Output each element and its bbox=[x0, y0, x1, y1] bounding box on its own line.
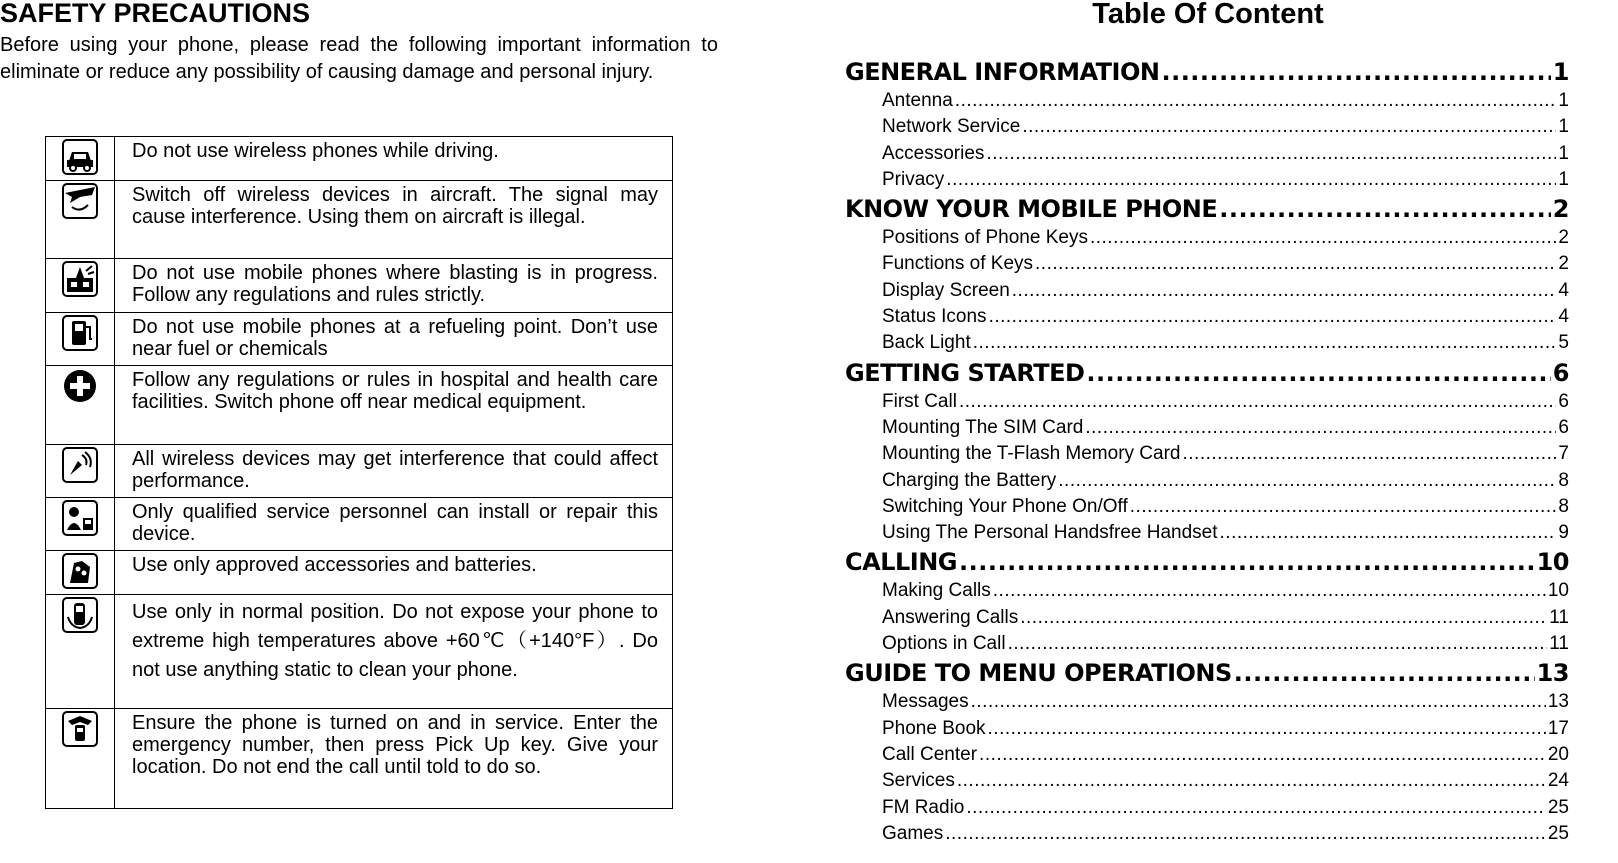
toc-list bbox=[845, 58, 1569, 849]
safety-row bbox=[46, 366, 673, 445]
toc-leader-dots bbox=[979, 744, 1546, 766]
toc-label: Charging the Battery bbox=[882, 469, 1057, 491]
toc-item[interactable] bbox=[845, 332, 1569, 358]
safety-row bbox=[46, 181, 673, 259]
toc-label: CALLING bbox=[845, 548, 957, 577]
toc-label: Privacy bbox=[882, 168, 945, 190]
toc-item[interactable] bbox=[845, 169, 1569, 195]
toc-leader-dots bbox=[1161, 58, 1550, 86]
toc-leader-dots bbox=[988, 718, 1546, 740]
toc-leader-dots bbox=[946, 169, 1556, 191]
toc-label: Mounting the T-Flash Memory Card bbox=[882, 443, 1181, 465]
toc-leader-dots bbox=[1022, 116, 1556, 138]
emergency-call-icon bbox=[62, 711, 98, 747]
toc-label: Phone Book bbox=[882, 717, 986, 739]
toc-item[interactable] bbox=[845, 143, 1569, 169]
toc-label: Positions of Phone Keys bbox=[882, 227, 1088, 249]
toc-page-number: 24 bbox=[1547, 770, 1569, 792]
toc-label: Services bbox=[882, 770, 955, 792]
toc-item[interactable] bbox=[845, 253, 1569, 279]
toc-page-number: 4 bbox=[1558, 279, 1569, 301]
toc-leader-dots bbox=[959, 548, 1535, 576]
fuel-pump-icon bbox=[62, 315, 98, 351]
safety-row bbox=[46, 595, 673, 709]
toc-label: Making Calls bbox=[882, 580, 991, 602]
toc-page-number: 7 bbox=[1558, 443, 1569, 465]
accessories-icon bbox=[62, 553, 98, 589]
toc-leader-dots bbox=[1008, 633, 1548, 655]
toc-leader-dots bbox=[1086, 359, 1550, 387]
toc-leader-dots bbox=[955, 90, 1557, 112]
car-icon bbox=[62, 139, 98, 175]
toc-page-number: 2 bbox=[1558, 227, 1569, 249]
toc-item[interactable] bbox=[845, 633, 1569, 659]
toc-page-number: 1 bbox=[1558, 168, 1569, 190]
toc-item[interactable] bbox=[845, 280, 1569, 306]
toc-label: Messages bbox=[882, 691, 969, 713]
toc-section[interactable] bbox=[845, 195, 1569, 227]
toc-label: GENERAL INFORMATION bbox=[845, 58, 1160, 86]
toc-leader-dots bbox=[1234, 659, 1535, 687]
toc-page-number: 9 bbox=[1558, 522, 1569, 544]
aircraft-icon bbox=[62, 183, 98, 219]
safety-row bbox=[46, 709, 673, 809]
toc-page-number: 2 bbox=[1558, 253, 1569, 275]
toc-item[interactable] bbox=[845, 718, 1569, 744]
blasting-icon bbox=[62, 261, 98, 297]
toc-label: Options in Call bbox=[882, 633, 1006, 655]
toc-section[interactable] bbox=[845, 548, 1569, 580]
toc-label: FM Radio bbox=[882, 796, 965, 818]
toc-label: Switching Your Phone On/Off bbox=[882, 495, 1128, 517]
toc-page-number: 20 bbox=[1547, 743, 1569, 765]
toc-label: GUIDE TO MENU OPERATIONS bbox=[845, 659, 1232, 688]
toc-page-number: 1 bbox=[1558, 142, 1569, 164]
toc-item[interactable] bbox=[845, 797, 1569, 823]
toc-leader-dots bbox=[966, 797, 1546, 819]
toc-page-number: 5 bbox=[1558, 332, 1569, 354]
safety-row-text: Switch off wireless devices in aircraft. The signal may cause interference. Using them on aircraft is illegal. bbox=[115, 181, 673, 259]
toc-label: Antenna bbox=[882, 90, 953, 111]
toc-page-number: 10 bbox=[1547, 580, 1569, 602]
toc-page-number: 8 bbox=[1558, 469, 1569, 491]
toc-leader-dots bbox=[989, 306, 1557, 328]
toc-section[interactable] bbox=[845, 359, 1569, 391]
toc-item[interactable] bbox=[845, 306, 1569, 332]
safety-row-text: Do not use wireless phones while driving. bbox=[115, 137, 673, 181]
normal-position-icon bbox=[62, 597, 98, 633]
toc-page-number: 6 bbox=[1558, 390, 1569, 412]
toc-item[interactable] bbox=[845, 770, 1569, 796]
toc-label: Answering Calls bbox=[882, 606, 1019, 628]
toc-label: Using The Personal Handsfree Handset bbox=[882, 522, 1218, 544]
toc-page-number: 6 bbox=[1558, 416, 1569, 438]
toc-page-number: 13 bbox=[1547, 691, 1569, 713]
safety-row-text: Use only approved accessories and batteries. bbox=[115, 551, 673, 595]
toc-label: KNOW YOUR MOBILE PHONE bbox=[845, 195, 1218, 224]
toc-item[interactable] bbox=[845, 227, 1569, 253]
toc-label: Call Center bbox=[882, 743, 978, 765]
toc-item[interactable] bbox=[845, 744, 1569, 770]
toc-item[interactable] bbox=[845, 522, 1569, 548]
toc-leader-dots bbox=[1058, 470, 1556, 492]
toc-item[interactable] bbox=[845, 691, 1569, 717]
toc-leader-dots bbox=[1020, 607, 1547, 629]
toc-leader-dots bbox=[986, 143, 1556, 165]
toc-page-number: 13 bbox=[1536, 659, 1569, 688]
toc-label: Functions of Keys bbox=[882, 253, 1034, 275]
safety-table bbox=[45, 136, 673, 809]
safety-row-text: Only qualified service personnel can install or repair this device. bbox=[115, 498, 673, 551]
toc-leader-dots bbox=[1130, 496, 1557, 518]
service-personnel-icon bbox=[62, 500, 98, 536]
toc-item[interactable] bbox=[845, 90, 1569, 116]
safety-row bbox=[46, 445, 673, 498]
safety-row-text: Follow any regulations or rules in hospital and health care facilities. Switch phone off near medical equipment. bbox=[115, 366, 673, 445]
toc-label: Display Screen bbox=[882, 279, 1010, 301]
toc-label: Accessories bbox=[882, 142, 985, 164]
toc-leader-dots bbox=[1085, 417, 1556, 439]
toc-page-number: 17 bbox=[1547, 717, 1569, 739]
safety-title: SAFETY PRECAUTIONS bbox=[0, 0, 311, 28]
toc-leader-dots bbox=[971, 691, 1546, 713]
toc-item[interactable] bbox=[845, 443, 1569, 469]
safety-row bbox=[46, 498, 673, 551]
toc-label: GETTING STARTED bbox=[845, 358, 1085, 387]
toc-item[interactable] bbox=[845, 496, 1569, 522]
toc-item[interactable] bbox=[845, 470, 1569, 496]
toc-page-number: 8 bbox=[1558, 495, 1569, 517]
safety-row-text: Do not use mobile phones where blasting is in progress. Follow any regulations and rules strictly. bbox=[115, 259, 673, 313]
toc-label: Status Icons bbox=[882, 306, 987, 328]
toc-page-number: 6 bbox=[1552, 358, 1569, 387]
toc-item[interactable] bbox=[845, 391, 1569, 417]
safety-row-text: Ensure the phone is turned on and in service. Enter the emergency number, then press Pick Up key. Give your location. Do not end the call until told to do so. bbox=[115, 709, 673, 809]
toc-section[interactable] bbox=[845, 58, 1569, 90]
safety-row-text: Use only in normal position. Do not expose your phone to extreme high temperatures above +60℃（+140°F）. Do not use anything static to clean your phone. bbox=[115, 595, 673, 709]
toc-item[interactable] bbox=[845, 116, 1569, 142]
toc-leader-dots bbox=[945, 823, 1546, 845]
toc-title: Table Of Content bbox=[1092, 0, 1324, 30]
safety-row bbox=[46, 259, 673, 313]
safety-row bbox=[46, 137, 673, 181]
toc-leader-dots bbox=[993, 580, 1546, 602]
toc-leader-dots bbox=[1183, 443, 1557, 465]
toc-leader-dots bbox=[973, 332, 1557, 354]
safety-row bbox=[46, 551, 673, 595]
toc-section[interactable] bbox=[845, 659, 1569, 691]
toc-leader-dots bbox=[959, 391, 1556, 413]
toc-page-number: 10 bbox=[1536, 548, 1569, 577]
toc-leader-dots bbox=[1090, 227, 1556, 249]
toc-page-number: 25 bbox=[1547, 796, 1569, 818]
medical-cross-icon bbox=[62, 368, 98, 404]
toc-leader-dots bbox=[1012, 280, 1557, 302]
toc-leader-dots bbox=[1219, 195, 1551, 223]
safety-row-text: All wireless devices may get interference that could affect performance. bbox=[115, 445, 673, 498]
toc-leader-dots bbox=[1035, 253, 1556, 275]
toc-label: Mounting The SIM Card bbox=[882, 416, 1084, 438]
toc-item[interactable] bbox=[845, 417, 1569, 443]
safety-intro: Before using your phone, please read the following important information to eliminate or reduce any possibility of causing damage and personal injury. bbox=[0, 34, 718, 83]
toc-leader-dots bbox=[1220, 522, 1557, 544]
toc-label: Network Service bbox=[882, 116, 1021, 138]
interference-icon bbox=[62, 447, 98, 483]
toc-page-number: 11 bbox=[1549, 633, 1569, 655]
toc-page-number: 25 bbox=[1547, 822, 1569, 844]
toc-label: Back Light bbox=[882, 332, 971, 354]
toc-item[interactable] bbox=[845, 823, 1569, 849]
toc-item[interactable] bbox=[845, 580, 1569, 606]
toc-page-number: 1 bbox=[1552, 58, 1569, 86]
toc-label: Games bbox=[882, 822, 944, 844]
safety-row-text: Do not use mobile phones at a refueling point. Don’t use near fuel or chemicals bbox=[115, 313, 673, 366]
toc-page-number: 4 bbox=[1558, 306, 1569, 328]
safety-row bbox=[46, 313, 673, 366]
toc-page-number: 1 bbox=[1558, 116, 1569, 138]
toc-leader-dots bbox=[957, 770, 1546, 792]
toc-page-number: 1 bbox=[1558, 90, 1569, 111]
toc-item[interactable] bbox=[845, 607, 1569, 633]
toc-page-number: 2 bbox=[1552, 195, 1569, 224]
toc-label: First Call bbox=[882, 390, 957, 412]
toc-page-number: 11 bbox=[1549, 606, 1569, 628]
